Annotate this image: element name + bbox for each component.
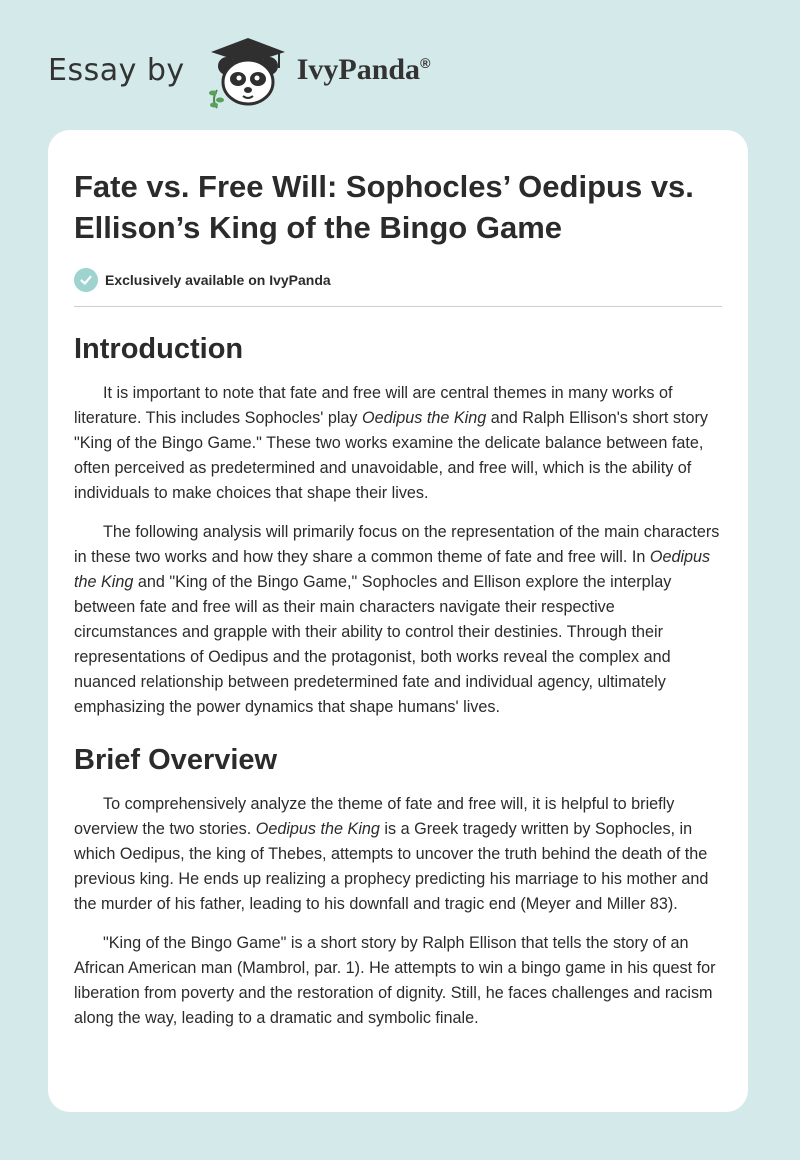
check-circle-icon [74, 268, 98, 292]
section-heading-introduction: Introduction [74, 333, 244, 365]
brand-name[interactable]: IvyPanda® [296, 53, 431, 86]
section-heading-brief-overview: Brief Overview [74, 744, 278, 776]
exclusive-badge [74, 268, 722, 307]
paragraph: "King of the Bingo Game" is a short story by Ralph Ellison that tells the story of an African American man (Mambrol, par. 1). He attempts to win a bingo game in his quest for liberation from poverty and the restoration of dignity. Still, he faces challenges and racism along the way, leading to a dramatic and symbolic finale. [74, 934, 716, 1027]
panda-logo-icon [203, 30, 293, 110]
essay-by-label: Essay by [48, 52, 185, 88]
essay-card [48, 130, 748, 1112]
paragraph: It is important to note that fate and free will are central themes in many works of literature. This includes Sophocles' play Oedipus the King and Ralph Ellison's short story "King of the Bingo Game." These two works examine the delicate balance between fate, often perceived as predetermined and unavoidable, and free will, which is the ability of individuals to make choices that shape their lives. [74, 384, 708, 502]
exclusive-badge-text: Exclusively available on IvyPanda [105, 272, 331, 288]
site-header [48, 30, 430, 110]
paragraph: To comprehensively analyze the theme of fate and free will, it is helpful to briefly overview the two stories. Oedipus the King is a Greek tragedy written by Sophocles, in which Oedipus, the king of Thebes, attempts to uncover the truth behind the death of the previous king. He ends up realizing a prophecy predicting his marriage to his mother and the murder of his father, leading to his downfall and tragic end (Meyer and Miller 83). [74, 795, 709, 913]
registered-mark: ® [420, 55, 431, 71]
paragraph: The following analysis will primarily focus on the representation of the main characters in these two works and how they share a common theme of fate and free will. In Oedipus the King and "King of the Bingo Game," Sophocles and Ellison explore the interplay between fate and free will as their main characters navigate their respective circumstances and grapple with their ability to control their destinies. Through their representations of Oedipus and the protagonist, both works reveal the complex and nuanced relationship between predetermined fate and individual agency, ultimately emphasizing the power dynamics that shape humans' lives. [74, 523, 720, 716]
essay-title: Fate vs. Free Will: Sophocles’ Oedipus vs. Ellison’s King of the Bingo Game [74, 169, 694, 245]
